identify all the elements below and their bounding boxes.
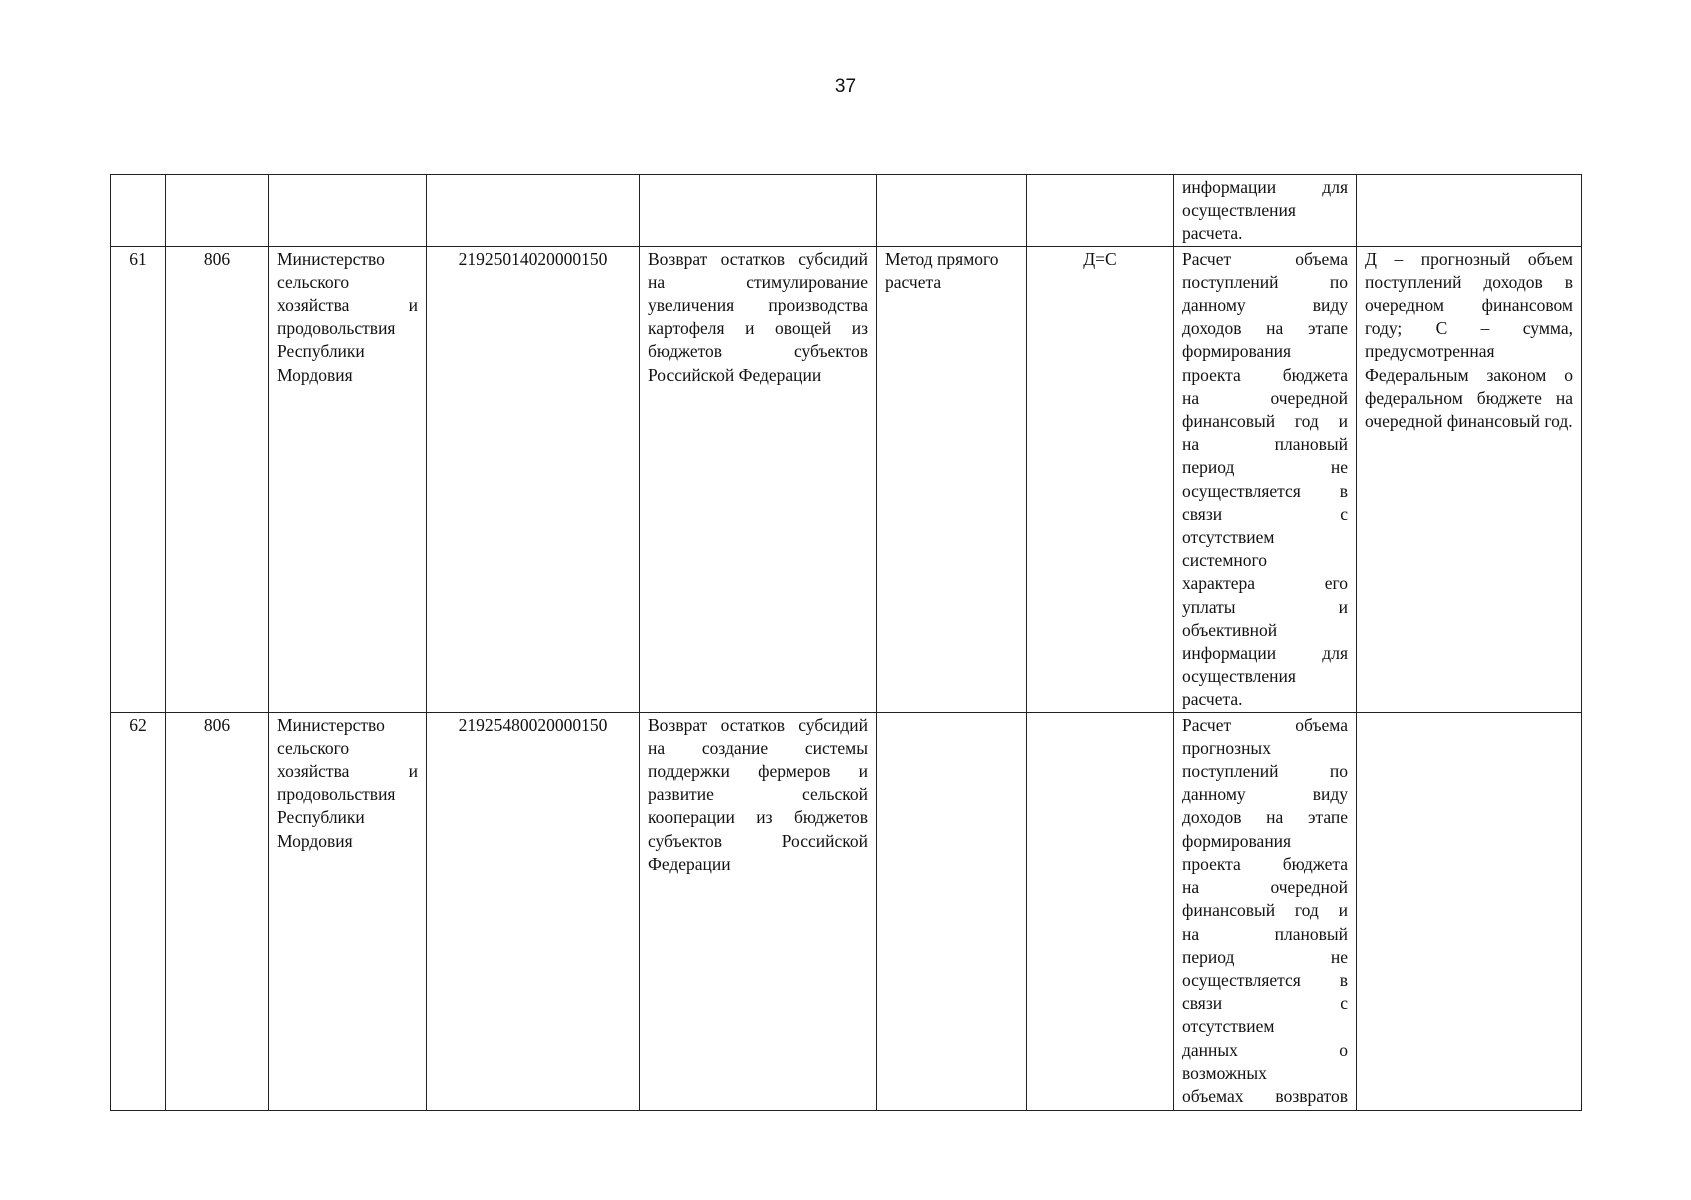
algorithm-line: данному виду xyxy=(1182,295,1348,316)
page-number: 37 xyxy=(834,76,857,97)
cell-formula xyxy=(1027,712,1174,1110)
algorithm-line: на очередной xyxy=(1182,387,1348,408)
algorithm-line: осуществления xyxy=(1182,200,1296,221)
cell-row-number: 61 xyxy=(111,246,166,712)
algorithm-line: связи с xyxy=(1182,503,1348,524)
algorithm-line: период не xyxy=(1182,946,1348,967)
algorithm-line: формирования xyxy=(1182,341,1292,362)
algorithm-line: на плановый xyxy=(1182,434,1348,455)
algorithm-line: Расчет объема xyxy=(1182,248,1348,269)
algorithm-line: финансовый год и xyxy=(1182,900,1348,921)
cell-administrator: Министерство сельского хозяйства и продовольствия Республики Мордовия xyxy=(269,712,427,1110)
algorithm-line: на очередной xyxy=(1182,877,1348,898)
table-row xyxy=(111,246,1582,712)
cell-income-name xyxy=(640,175,877,247)
algorithm-line: доходов на этапе xyxy=(1182,807,1348,828)
algorithm-line: расчета. xyxy=(1182,689,1243,710)
algorithm-line: системного xyxy=(1182,550,1267,571)
cell-budget-code: 21925480020000150 xyxy=(427,712,640,1110)
algorithm-line: прогнозных xyxy=(1182,737,1271,758)
algorithm-line: расчета. xyxy=(1182,223,1243,244)
algorithm-line: отсутствием xyxy=(1182,1016,1275,1037)
cell-administrator xyxy=(269,175,427,247)
cell-admin-code: 806 xyxy=(166,246,269,712)
algorithm-line: доходов на этапе xyxy=(1182,318,1348,339)
algorithm-line: Расчет объема xyxy=(1182,714,1348,735)
algorithm-line: поступлений по xyxy=(1182,271,1348,292)
table-row xyxy=(111,175,1582,247)
algorithm-line: проекта бюджета xyxy=(1182,364,1348,385)
algorithm-line: уплаты и xyxy=(1182,596,1348,617)
cell-admin-code xyxy=(166,175,269,247)
algorithm-line: информации для xyxy=(1182,643,1348,664)
algorithm-line: финансовый год и xyxy=(1182,411,1348,432)
algorithm-line: осуществляется в xyxy=(1182,480,1348,501)
algorithm-line: формирования xyxy=(1182,830,1292,851)
algorithm-line: данному виду xyxy=(1182,784,1348,805)
algorithm-line: отсутствием xyxy=(1182,527,1275,548)
cell-indicators xyxy=(1357,175,1582,247)
cell-algorithm xyxy=(1174,175,1357,247)
cell-budget-code: 21925014020000150 xyxy=(427,246,640,712)
algorithm-line: проекта бюджета xyxy=(1182,853,1348,874)
cell-budget-code xyxy=(427,175,640,247)
algorithm-line: осуществляется в xyxy=(1182,969,1348,990)
cell-formula xyxy=(1027,175,1174,247)
cell-indicators xyxy=(1357,712,1582,1110)
cell-method: Метод прямого расчета xyxy=(877,246,1027,712)
cell-row-number: 62 xyxy=(111,712,166,1110)
cell-row-number xyxy=(111,175,166,247)
algorithm-line: возможных xyxy=(1182,1062,1267,1083)
table-row xyxy=(111,712,1582,1110)
algorithm-line: на плановый xyxy=(1182,923,1348,944)
cell-algorithm xyxy=(1174,246,1357,712)
cell-method xyxy=(877,175,1027,247)
algorithm-line: характера его xyxy=(1182,573,1348,594)
algorithm-line: период не xyxy=(1182,457,1348,478)
algorithm-line: объективной xyxy=(1182,619,1278,640)
algorithm-line: осуществления xyxy=(1182,666,1296,687)
cell-formula: Д=С xyxy=(1027,246,1174,712)
cell-method xyxy=(877,712,1027,1110)
income-forecast-table xyxy=(110,174,1582,1111)
algorithm-line: поступлений по xyxy=(1182,761,1348,782)
cell-income-name: Возврат остатков субсидий на стимулирование увеличения производства картофеля и овощей из бюджетов субъектов Российской Федерации xyxy=(640,246,877,712)
algorithm-line: объемах возвратов xyxy=(1182,1085,1348,1106)
cell-algorithm xyxy=(1174,712,1357,1110)
cell-income-name: Возврат остатков субсидий на создание системы поддержки фермеров и развитие сельской кооперации из бюджетов субъектов Российской Федерации xyxy=(640,712,877,1110)
cell-administrator: Министерство сельского хозяйства и продовольствия Республики Мордовия xyxy=(269,246,427,712)
algorithm-line: связи с xyxy=(1182,993,1348,1014)
algorithm-line: информации для xyxy=(1182,177,1348,197)
cell-indicators: Д – прогнозный объем поступлений доходов в очередном финансовом году; С – сумма, предусмотренная Федеральным законом о федеральном бюджете на очередной финансовый год. xyxy=(1357,246,1582,712)
algorithm-line: данных о xyxy=(1182,1039,1348,1060)
cell-admin-code: 806 xyxy=(166,712,269,1110)
